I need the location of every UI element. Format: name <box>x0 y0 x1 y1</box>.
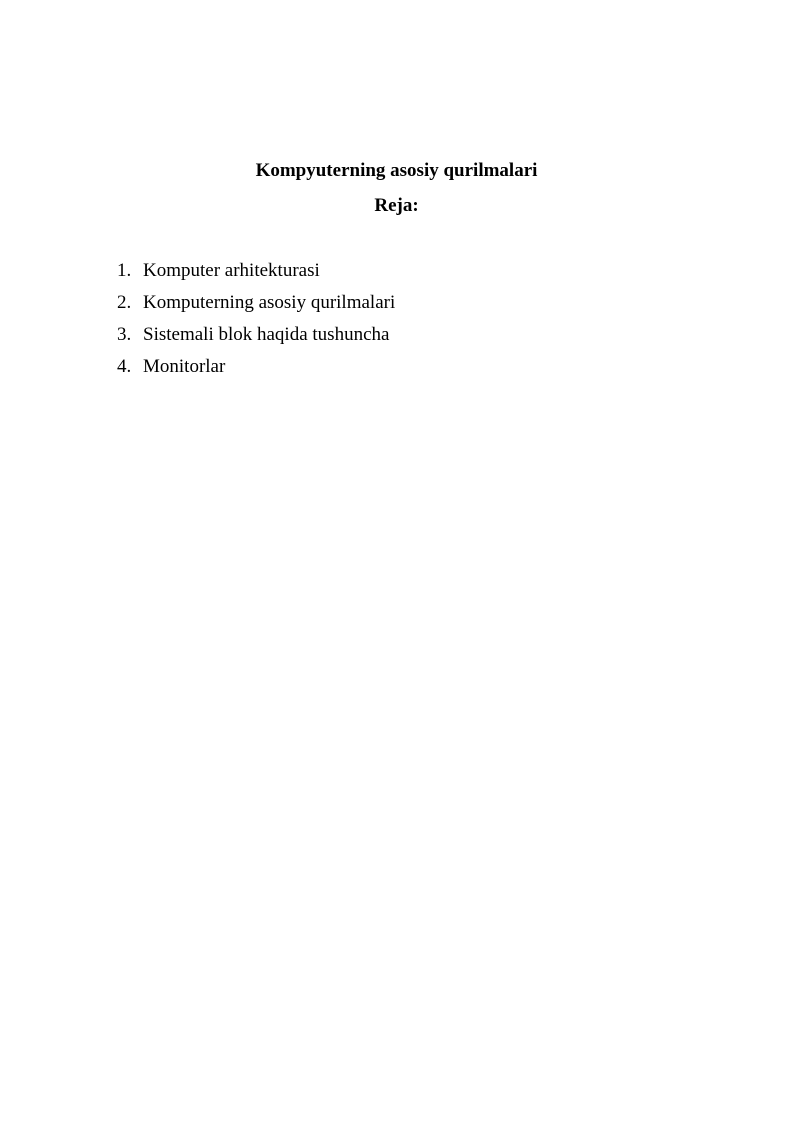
plan-item-number: 1. <box>117 260 132 281</box>
plan-item-number: 3. <box>117 324 132 345</box>
plan-item-text: Komputer arhitekturasi <box>143 260 320 281</box>
plan-item-number: 2. <box>117 292 132 313</box>
plan-item <box>117 287 395 319</box>
plan-item <box>117 351 395 383</box>
plan-item-text: Sistemali blok haqida tushuncha <box>143 324 390 345</box>
document-title: Kompyuterning asosiy qurilmalari <box>255 160 538 181</box>
plan-item-text: Monitorlar <box>143 356 226 377</box>
plan-item <box>117 255 395 287</box>
plan-item-number: 4. <box>117 356 132 377</box>
plan-heading: Reja: <box>374 195 419 216</box>
plan-item-text: Komputerning asosiy qurilmalari <box>143 292 396 313</box>
plan-list <box>117 255 395 383</box>
plan-item <box>117 319 395 351</box>
